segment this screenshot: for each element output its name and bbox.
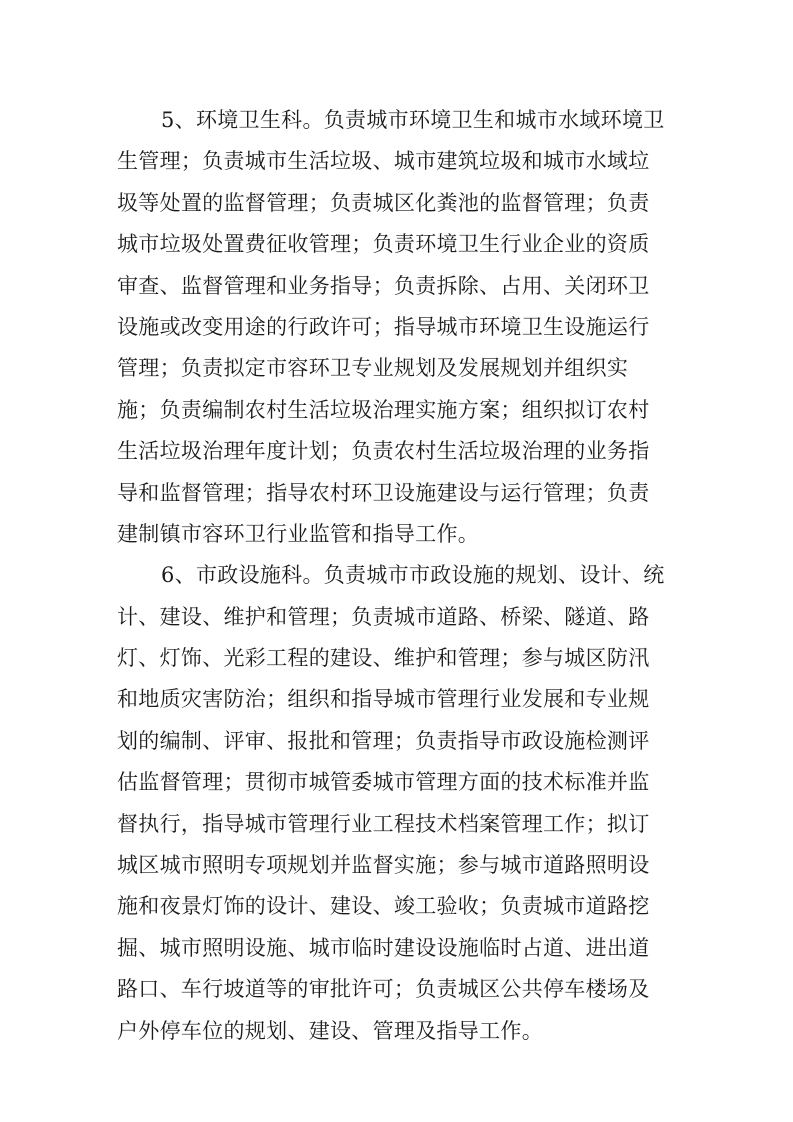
paragraph-line: 5、环境卫生科。负责城市环境卫生和城市水域环境卫 xyxy=(161,108,665,132)
paragraph-line: 圾等处置的监督管理；负责城区化粪池的监督管理；负责 xyxy=(117,190,650,215)
paragraph-line: 城市垃圾处置费征收管理；负责环境卫生行业企业的资质 xyxy=(117,232,650,257)
paragraph-line: 审查、监督管理和业务指导；负责拆除、占用、关闭环卫 xyxy=(117,273,650,298)
paragraph-line: 掘、城市照明设施、城市临时建设设施临时占道、进出道 xyxy=(117,935,650,960)
paragraph-line: 和地质灾害防治；组织和指导城市管理行业发展和专业规 xyxy=(117,687,650,712)
paragraph-line: 户外停车位的规划、建设、管理及指导工作。 xyxy=(117,1018,543,1043)
paragraph-line: 管理；负责拟定市容环卫专业规划及发展规划并组织实 xyxy=(117,356,629,381)
paragraph-line: 6、市政设施科。负责城市市政设施的规划、设计、统 xyxy=(161,563,665,588)
paragraph-line: 路口、车行坡道等的审批许可；负责城区公共停车楼场及 xyxy=(117,977,650,1002)
paragraph-line: 生活垃圾治理年度计划；负责农村生活垃圾治理的业务指 xyxy=(117,439,650,464)
paragraph-line: 城区城市照明专项规划并监督实施；参与城市道路照明设 xyxy=(117,853,650,878)
paragraph-line: 灯、灯饰、光彩工程的建设、维护和管理；参与城区防汛 xyxy=(117,646,650,671)
paragraph-line: 估监督管理；贯彻市城管委城市管理方面的技术标准并监 xyxy=(117,770,650,795)
paragraph-line: 划的编制、评审、报批和管理；负责指导市政设施检测评 xyxy=(117,728,650,753)
paragraph-line: 生管理；负责城市生活垃圾、城市建筑垃圾和城市水域垃 xyxy=(117,149,650,174)
paragraph-line: 建制镇市容环卫行业监管和指导工作。 xyxy=(117,521,480,546)
paragraph-line: 督执行，指导城市管理行业工程技术档案管理工作；拟订 xyxy=(117,811,650,836)
document-body xyxy=(117,100,677,1052)
paragraph-line: 设施或改变用途的行政许可；指导城市环境卫生设施运行 xyxy=(117,314,650,339)
paragraph-line: 施；负责编制农村生活垃圾治理实施方案；组织拟订农村 xyxy=(117,397,650,422)
paragraph-line: 计、建设、维护和管理；负责城市道路、桥梁、隧道、路 xyxy=(117,604,650,629)
paragraph-line: 施和夜景灯饰的设计、建设、竣工验收；负责城市道路挖 xyxy=(117,894,650,919)
paragraph-line: 导和监督管理；指导农村环卫设施建设与运行管理；负责 xyxy=(117,480,650,505)
